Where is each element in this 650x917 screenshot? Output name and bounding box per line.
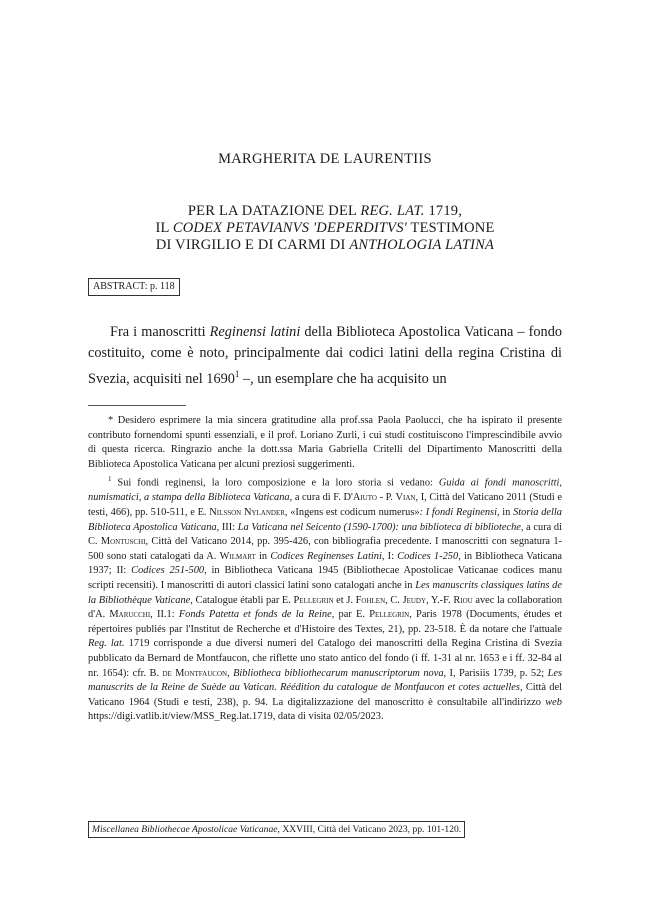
title-line-3 <box>0 237 650 254</box>
author-name: MARGHERITA DE LAURENTIIS <box>218 151 432 167</box>
article-title <box>0 203 650 254</box>
body-italic: Reginensi latini <box>209 324 301 340</box>
body-text: –, un esemplare che ha acquisito un <box>239 370 447 387</box>
title-italic: CODEX PETAVIANVS 'DEPERDITVS' <box>172 220 407 236</box>
body-text: Fra i manoscritti <box>110 324 210 340</box>
title-text: IL <box>155 220 173 236</box>
journal-details: , XXVIII, Città del Vaticano 2023, pp. 101-120. <box>277 824 462 835</box>
title-italic: ANTHOLOGIA LATINA <box>349 237 495 253</box>
title-text: DI VIRGILIO E DI CARMI DI <box>155 237 350 253</box>
footnote-divider <box>88 405 186 406</box>
title-text: 1719, <box>424 203 463 219</box>
abstract-link[interactable]: ABSTRACT: p. 118 <box>88 278 180 296</box>
footnote-mark: 1 <box>108 475 112 484</box>
title-text: TESTIMONE <box>406 220 495 236</box>
journal-citation <box>88 821 465 838</box>
footnotes <box>88 414 562 725</box>
title-line-1 <box>0 203 650 220</box>
footnote-1: $^1$ Sui fondi reginensi, la loro composizione e la loro storia si vedano: Guida ai fondi manoscritti, numismatici, a stampa della Biblioteca Vaticana, a cura di F. D'Aiuto - P. Vian, I, Città del Vaticano 2011 (Studi e testi, 466), pp. 510-511, e E. Nilsson Nylander, «Ingens est codicum numerus»: I fondi Reginensi, in Storia della Biblioteca Apostolica Vaticana, III: La Vaticana nel Seicento (1590-1700): una biblioteca di biblioteche, a cura di C. Montuschi, Città del Vaticano 2014, pp. 395-426, con bibliografia precedente. I manoscritti con segnatura 1-500 sono stati catalogati da A. Wilmart in Codices Reginenses Latini, I: Codices 1-250, in Bibliotheca Vaticana 1937; II: Codices 251-500, in Bibliotheca Vaticana 1945 (Bibliothecae Apostolicae Vaticanae codices manu scripti recensiti). I manoscritti di autori classici latini sono catalogati anche in Les manuscrits classiques latins de la Bibliothèque Vaticane, Catalogue établi par E. Pellegrin et J. Fohlen, C. Jeudy, Y.-F. Riou avec la collaboration d'A. Marucchi, II.1: Fonds Patetta et fonds de la Reine, par E. Pellegrin, Paris 1978 (Documents, études et répertoires publiés par l'Institut de Recherche et d'Histoire des Textes, 21), pp. 23-518. È da notare che l'attuale Reg. lat. 1719 corrisponde a due diversi numeri del Catalogo dei manoscritti della Regina Cristina di Svezia pubblicato da Bernard de Montfaucon, che riflette uno stato antico del fondo (i ff. 1-31 al nr. 1653 e i ff. 32-84 al nr. 1654): cfr. B. de Montfaucon, Bibliotheca bibliothecarum manuscriptorum nova, I, Parisiis 1739, p. 52; Les manuscrits de la Reine de Suède au Vatican. Réédition du catalogue de Montfaucon et cotes actuelles, Città del Vaticano 1964 (Studi e testi, 238), p. 94. La digitalizzazione del manoscritto è consultabile all'indirizzo web https://digi.vatlib.it/view/MSS_Reg.lat.1719, data di visita 02/05/2023. <box>88 475 563 723</box>
body-paragraph <box>88 322 562 390</box>
journal-title: Miscellanea Bibliothecae Apostolicae Vaticanae <box>92 824 278 835</box>
title-line-2 <box>0 220 650 237</box>
footnote-ref[interactable]: 1 <box>234 369 240 379</box>
title-text: PER LA DATAZIONE DEL <box>187 203 361 219</box>
title-italic: REG. LAT. <box>360 203 425 219</box>
body-text: della Biblioteca Apostolica Vaticana – fondo costituito, come è noto, principalmente dai codici latini della regina Cristina di Svezia, acquisiti nel 1690 <box>88 324 562 387</box>
footnote-star: * Desidero esprimere la mia sincera gratitudine alla prof.ssa Paola Paolucci, che ha ispirato il presente contributo fornendomi spunti essenziali, e il prof. Loriano Zurli, i cui studi costituiscono l'imprescindibile avvio di questa ricerca. Ringrazio anche la dott.ssa Maria Gabriella Critelli del Dipartimento Manoscritti della Biblioteca Apostolica Vaticana per alcuni preziosi suggerimenti. <box>88 415 562 470</box>
